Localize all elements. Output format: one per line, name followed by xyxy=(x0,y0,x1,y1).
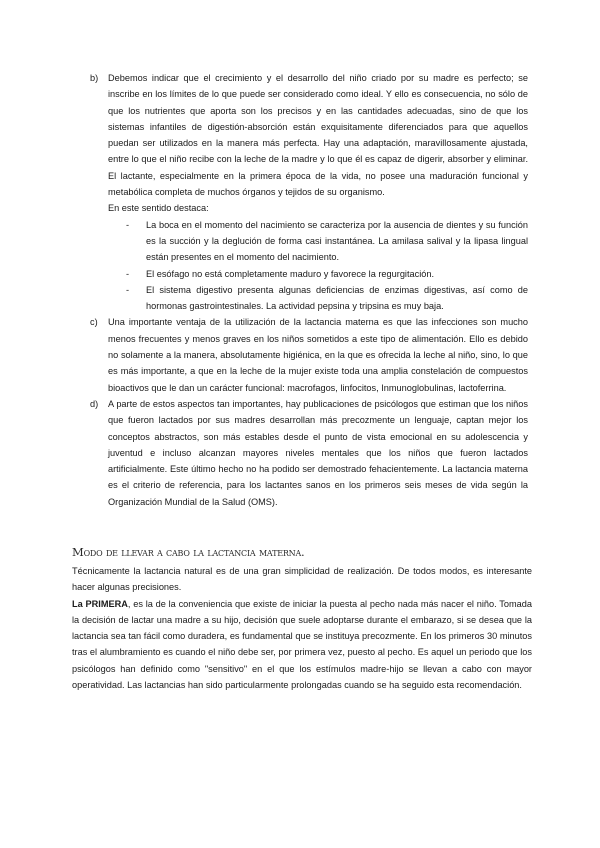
list-marker: b) xyxy=(90,73,99,83)
list-item xyxy=(108,266,528,282)
paragraph-intro: Técnicamente la lactancia natural es de una gran simplicidad de realización. De todos modos, es interesante hacer algunas precisiones. xyxy=(72,566,532,593)
list-item-c xyxy=(88,314,528,395)
list-marker: c) xyxy=(90,317,98,328)
dash-list xyxy=(108,217,528,315)
section-heading: Modo de llevar a cabo la lactancia materna. xyxy=(72,545,305,559)
dash-marker: - xyxy=(126,268,130,279)
dash-marker: - xyxy=(126,219,130,230)
list-item xyxy=(108,217,528,266)
paragraph-primera xyxy=(72,596,532,694)
paragraph-d: A parte de estos aspectos tan importantes, hay publicaciones de psicólogos que estiman que los niños que fueron lactados por sus madres desarrollan más precozmente un lenguaje, captan mejor los conceptos abstractos, son más estables desde el punto de vista emocional en su adolescencia y juventud e incluso alcanzan mayores niveles mentales que los niños que fueron lactados artificialmente. Este último hecho no ha podido ser demostrado fehacientemente. La lactancia materna es el criterio de referencia, para los lactantes sanos en los primeros seis meses de vida según la Organización Mundial de la Salud (OMS). xyxy=(108,398,528,507)
list-marker: d) xyxy=(90,398,99,409)
list-item-d xyxy=(88,396,528,510)
lettered-list xyxy=(88,70,528,510)
bullet-text: El esófago no está completamente maduro y favorece la regurgitación. xyxy=(146,268,435,279)
bullet-text: La boca en el momento del nacimiento se caracteriza por la ausencia de dientes y su función es la succión y la deglución de forma casi instantánea. La amilasa salival y la lipasa lingual están presentes en el momento del nacimiento. xyxy=(146,219,528,263)
paragraph-rest: , es la de la conveniencia que existe de iniciar la puesta al pecho nada más nacer el niño. Tomada la decisión de lactar una madre a su hijo, decisión que suele adoptarse durante el embarazo, si se desea que la lactancia sea tan fácil como duradera, es fundamental que se instituya precozmente. En los primeros 30 minutos tras el alumbramiento es cuando el niño debe ser, por primera vez, puesto al pecho. Es aquel un periodo que los psicólogos han definido como "sensitivo" en el que los estímulos madre-hijo se llevan a cabo con mayor operatividad. Las lactancias han sido particularmente prolongadas cuando se ha seguido esta recomendación. xyxy=(72,598,532,691)
intro-line: En este sentido destaca: xyxy=(108,203,209,214)
section-body xyxy=(72,563,532,693)
list-item xyxy=(108,282,528,315)
dash-marker: - xyxy=(126,284,130,295)
paragraph-b: Debemos indicar que el crecimiento y el desarrollo del niño criado por su madre es perfecto; se inscribe en los límites de lo que puede ser considerado como ideal. Y ello es consecuencia, no sólo de que los nutrientes que aporta son los precisos y en las cantidades adecuadas, sino de que los sistemas infantiles de digestión-absorción están exquisitamente diferenciados para que aquellos puedan ser utilizados en la manera más perfecta. Hay una adaptación, maravillosamente ajustada, entre lo que el niño recibe con la leche de la madre y lo que él es capaz de digerir, absorber y eliminar. El lactante, especialmente en la primera época de la vida, no posee una maduración funcional y metabólica completa de muchos órganos y tejidos de su organismo. xyxy=(108,73,528,198)
bullet-text: El sistema digestivo presenta algunas deficiencias de enzimas digestivas, así como de hormonas gastrointestinales. La actividad pepsina y tripsina es muy baja. xyxy=(146,284,528,312)
paragraph-c: Una importante ventaja de la utilización de la lactancia materna es que las infecciones son mucho menos frecuentes y menos graves en los niños sometidos a este tipo de alimentación. Ello es debido no solamente a la manera, absolutamente higiénica, en la que es ofrecida la leche al niño, sino, lo que es más importante, a que en la leche de la mujer existe toda una amplia constelación de compuestos bioactivos que le dan un carácter funcional: macrofagos, linfocitos, Inmunoglobulinas, lactoferrina. xyxy=(108,317,528,393)
list-item-b xyxy=(88,70,528,314)
bold-lead: La PRIMERA xyxy=(72,598,128,609)
